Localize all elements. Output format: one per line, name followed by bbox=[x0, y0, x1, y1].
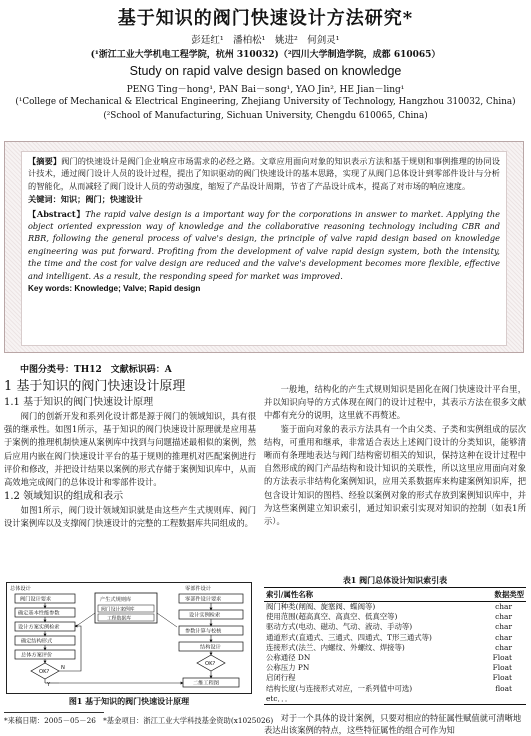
table-header-row bbox=[264, 588, 526, 602]
table-cell-type: Float bbox=[492, 653, 512, 663]
section-1-1-heading: 1.1 基于知识的阀门快速设计原理 bbox=[4, 397, 154, 408]
abstract-cn-label: 【摘要】 bbox=[28, 156, 62, 166]
table-cell-name: 连接形式(法兰、内螺纹、外螺纹、焊接等) bbox=[266, 642, 405, 652]
fig-box-a-label: 阀门设计要求 bbox=[20, 596, 52, 603]
affiliation-en-2: (²School of Manufacturing, Sichuan University, Chengdu 610065, China) bbox=[103, 111, 428, 121]
table-row bbox=[264, 622, 526, 632]
abstract-box bbox=[4, 141, 524, 353]
fig-right-bottom-label: 二维工程图 bbox=[193, 680, 219, 687]
fig-box-c-label: 设计方案实例检索 bbox=[18, 624, 60, 631]
table-cell-name: 公称通径 DN bbox=[266, 653, 311, 663]
right-paragraph-2: 鉴于面向对象的表示方法具有一个由父类、子类和实例组成的层次结构，可重用和继承，非常适合表达上述阀门设计的分类知识，能够清晰而有条理地表达与阀门结构密切相关的知识，保持这种在设计过程中自然形成的阀门产品结构和设计知识的关联性，所以这里应用面向对象的方法表示非结构化案例知识，应用关系数据库来构建案例知识库，把包含设计知识的图档、经验以案例对象的形式存放到案例知识库中，并为这些案例建立知识索引，通过知识索引实现对知识的控制（如表1所示）。 bbox=[264, 423, 526, 527]
table-header-name: 索引/属性名称 bbox=[264, 588, 481, 602]
table-row bbox=[264, 684, 526, 694]
table-header-type: 数据类型 bbox=[481, 588, 526, 602]
table-cell-name: 阀门种类(闸阀、旋塞阀、蝶阀等) bbox=[266, 602, 376, 612]
abstract-en-text: The rapid valve design is a important way for the corporations in answer to market. Applying the object oriented expression way of knowledge and the collaborative reasoning technology including CBR and RBR, following the general process of valve's design, the principle of valve rapid design based on knowledge engineering was put forward. Profiting from the development of valve rapid design system, both the intensity, the time and the cost for valve design are reduced and the valve's development becomes more flexible, effective and intelligent. As a result, the responding speed for market was improved. bbox=[28, 208, 500, 281]
abstract-cn-text: 阀门的快速设计是阀门企业响应市场需求的必经之路。文章应用面向对象的知识表示方法和基于规则和事例推理的协同设计技术，通过阀门设计人员的设计过程，提出了知识驱动的阀门快速设计的基本思路，实现了从阀门总体设计到零部件设计与分析的智能化，从而减轻了阀门设计人员的劳动强度，缩短了产品设计周期，节省了产品设计成本，提高了对市场的响应速度。 bbox=[28, 156, 500, 191]
footnote-rule bbox=[4, 712, 104, 713]
table-row bbox=[264, 612, 526, 622]
footnote: *来稿日期：2005－05－26 *基金项目：浙江工业大学科技基金资助(x1025026) bbox=[4, 716, 274, 725]
table-row bbox=[264, 633, 526, 643]
section-1-1-paragraph: 阀门的创新开发和系列化设计都是源于阀门的领域知识，具有很强的继承性。如图1所示，基于知识的阀门快速设计原理就是应用基于案例的推理机制快速从案例库中找到与问题描述最相似的案例，然后应用内嵌在阀门快速设计平台的基于规则的推理机对匹配案例进行评价和修改，并把设计结果以案例的形式存储于案例知识库中，从而高效地完成阀门的总体设计和零部件设计。 bbox=[4, 411, 256, 488]
affiliation-cn: (¹浙江工业大学机电工程学院，杭州 310032)（²四川大学制造学院，成都 610065） bbox=[90, 50, 441, 60]
abstract-inner bbox=[21, 151, 507, 346]
table-cell-type: char bbox=[495, 622, 512, 632]
table-cell-type: char bbox=[495, 642, 512, 652]
table-cell-type: char bbox=[495, 602, 512, 612]
fig-box-b-label: 确定基本性能参数 bbox=[18, 610, 60, 617]
authors-cn: 彭廷红¹ 潘柏松¹ 姚进² 何剑灵¹ bbox=[191, 35, 340, 46]
table-cell-type: char bbox=[495, 612, 512, 622]
classification-line: 中图分类号：TH12 文献标识码：A bbox=[20, 365, 172, 375]
fig-ok-right: OK? bbox=[205, 661, 216, 667]
table-cell-name: 通道形式(直通式、三通式、四通式、T形三通式等) bbox=[266, 632, 432, 642]
figure-1 bbox=[6, 582, 252, 694]
fig-rbox-d-label: 结构设计 bbox=[200, 644, 221, 651]
table-cell-type: Float bbox=[492, 673, 512, 683]
keywords-en: Key words: Knowledge; Valve; Rapid design bbox=[28, 284, 201, 294]
authors-en: PENG Ting－hong¹, PAN Bai－song¹, YAO Jin², HE Jian－ling¹ bbox=[126, 85, 405, 95]
table-row bbox=[264, 663, 526, 673]
fig-ok-left: OK? bbox=[39, 669, 50, 675]
keywords-cn: 关键词：知识；阀门；快速设计 bbox=[28, 194, 143, 205]
fig-label-left-top: 总体设计 bbox=[10, 586, 31, 592]
fig-rbox-c-label: 参数计算与校核 bbox=[185, 628, 222, 635]
fig-rbox-a-label: 零部件设计要求 bbox=[185, 596, 222, 603]
section-1-2-heading: 1.2 领域知识的组成和表示 bbox=[4, 491, 124, 503]
table-row bbox=[264, 673, 526, 683]
fig-yes-left: Y bbox=[47, 682, 51, 688]
right-paragraph-1: 一般地，结构化的产生式规则知识是固化在阀门快速设计平台里，并以知识向导的方式体现在阀门的设计过程中，其表示方法在很多文献中都有充分的说明，这里就不再赘述。 bbox=[264, 384, 526, 421]
figure-1-caption: 图1 基于知识的阀门快速设计原理 bbox=[68, 696, 190, 706]
fig-mid-box-2-label: 工程数据库 bbox=[107, 616, 131, 622]
abstract-cn bbox=[28, 155, 500, 192]
table-row bbox=[264, 653, 526, 663]
table-cell-name: 驱动方式(电动、磁动、气动、液动、手动等) bbox=[266, 622, 413, 632]
affiliation-en-1: (¹College of Mechanical & Electrical Engineering, Zhejiang University of Technology, Hangzhou 310032, China) bbox=[15, 97, 516, 107]
table-cell-type: Float bbox=[492, 663, 512, 673]
section-1-2-paragraph: 如图1所示，阀门设计领域知识就是由这些产生式规则库、阀门设计案例库以及支撑阀门快速设计的完整的工程数据库共同组成的。 bbox=[4, 505, 256, 529]
table-row bbox=[264, 694, 526, 705]
table-cell-type: float bbox=[495, 683, 512, 693]
fig-mid-top-label: 产生式规则库 bbox=[100, 597, 132, 603]
table-cell-name: 结构长度(与连接形式对应，一系列值中可选) bbox=[266, 683, 413, 693]
table-1-caption: 表1 阀门总体设计知识索引表 bbox=[342, 575, 448, 585]
table-cell-type bbox=[481, 694, 526, 705]
table-row bbox=[264, 602, 526, 613]
table-cell-name: 使用范围(超高真空、高真空、低真空等) bbox=[266, 612, 398, 622]
abstract-en-label: 【Abstract】 bbox=[28, 208, 86, 219]
fig-no-left: N bbox=[61, 665, 65, 671]
paper-title-cn: 基于知识的阀门快速设计方法研究* bbox=[117, 8, 414, 29]
table-cell-type: char bbox=[495, 632, 512, 642]
right-tail-paragraph: 对于一个具体的设计案例，只要对相应的特征属性赋值就可清晰地表达出该案例的特点，这些特征属性的组合可作为知 bbox=[264, 713, 522, 735]
table-row bbox=[264, 643, 526, 653]
abstract-en bbox=[28, 208, 500, 282]
left-column bbox=[4, 378, 256, 531]
figure-1-diagram bbox=[7, 583, 251, 693]
right-column bbox=[264, 383, 526, 528]
fig-box-d-label: 确定结构形式 bbox=[21, 638, 53, 645]
table-cell-name: 启闭行程 bbox=[266, 673, 296, 683]
table-cell-name: 公称压力 PN bbox=[266, 663, 310, 673]
table-1 bbox=[264, 587, 526, 705]
paper-title-en: Study on rapid valve design based on knowledge bbox=[129, 64, 402, 78]
fig-rbox-b-label: 设计实例检索 bbox=[189, 612, 221, 619]
fig-mid-box-1-label: 阀门设计案例库 bbox=[101, 607, 135, 613]
table-cell-name: etc．．． bbox=[264, 694, 481, 705]
section-1-heading: 1 基于知识的阀门快速设计原理 bbox=[4, 379, 186, 394]
fig-box-e-label: 总体方案评价 bbox=[21, 652, 53, 659]
fig-label-right-top: 零部件设计 bbox=[185, 586, 211, 592]
